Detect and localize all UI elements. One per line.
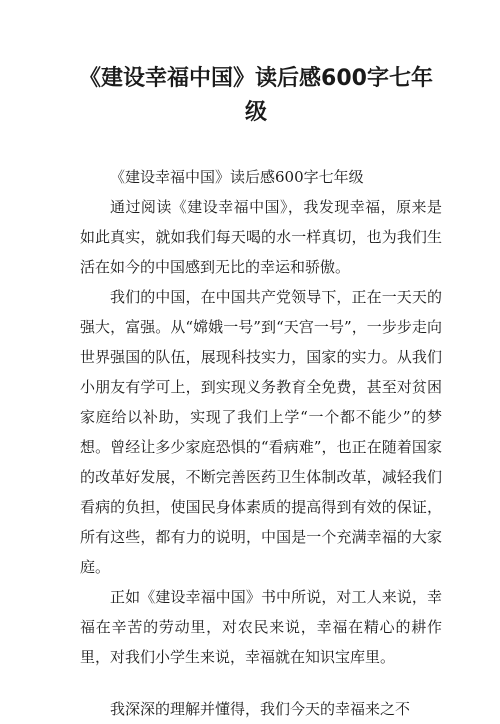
paragraph-china-strength: 我们的中国，在中国共产党领导下，正在一天天的强大，富强。从“嫦娥一号”到“天宫一号”，一步步走向世界强国的队伍，展现科技实力，国家的实力。从我们小朋友有学可上，到实现义务教育全免费，甚至对贫困家庭给以补助，实现了我们上学“一个都不能少”的梦想。曾经让多少家庭恐惧的“看病难”，也正在随着国家的改革好发展，不断完善医药卫生体制改革，减轻我们看病的负担，使国民身体素质的提高得到有效的保证，所有这些，都有力的说明，中国是一个充满幸福的大家庭。: [80, 288, 442, 576]
paragraph-subtitle: 《建设幸福中国》读后感600字七年级: [110, 168, 364, 186]
paragraph-book-quote: 正如《建设幸福中国》书中所说，对工人来说，幸福在辛苦的劳动里，对农民来说，幸福在精心的耕作里，对我们小学生来说，幸福就在知识宝库里。: [80, 588, 442, 666]
paragraph-intro: 通过阅读《建设幸福中国》，我发现幸福，原来是如此真实，就如我们每天喝的水一样真切，也为我们生活在如今的中国感到无比的幸运和骄傲。: [80, 198, 442, 276]
paragraph-understanding: 我深深的理解并懂得，我们今天的幸福来之不: [110, 700, 411, 718]
paragraph-gap: [80, 672, 442, 694]
document-title: 《建设幸福中国》读后感600字七年级: [79, 66, 433, 125]
document-body: [80, 162, 442, 724]
